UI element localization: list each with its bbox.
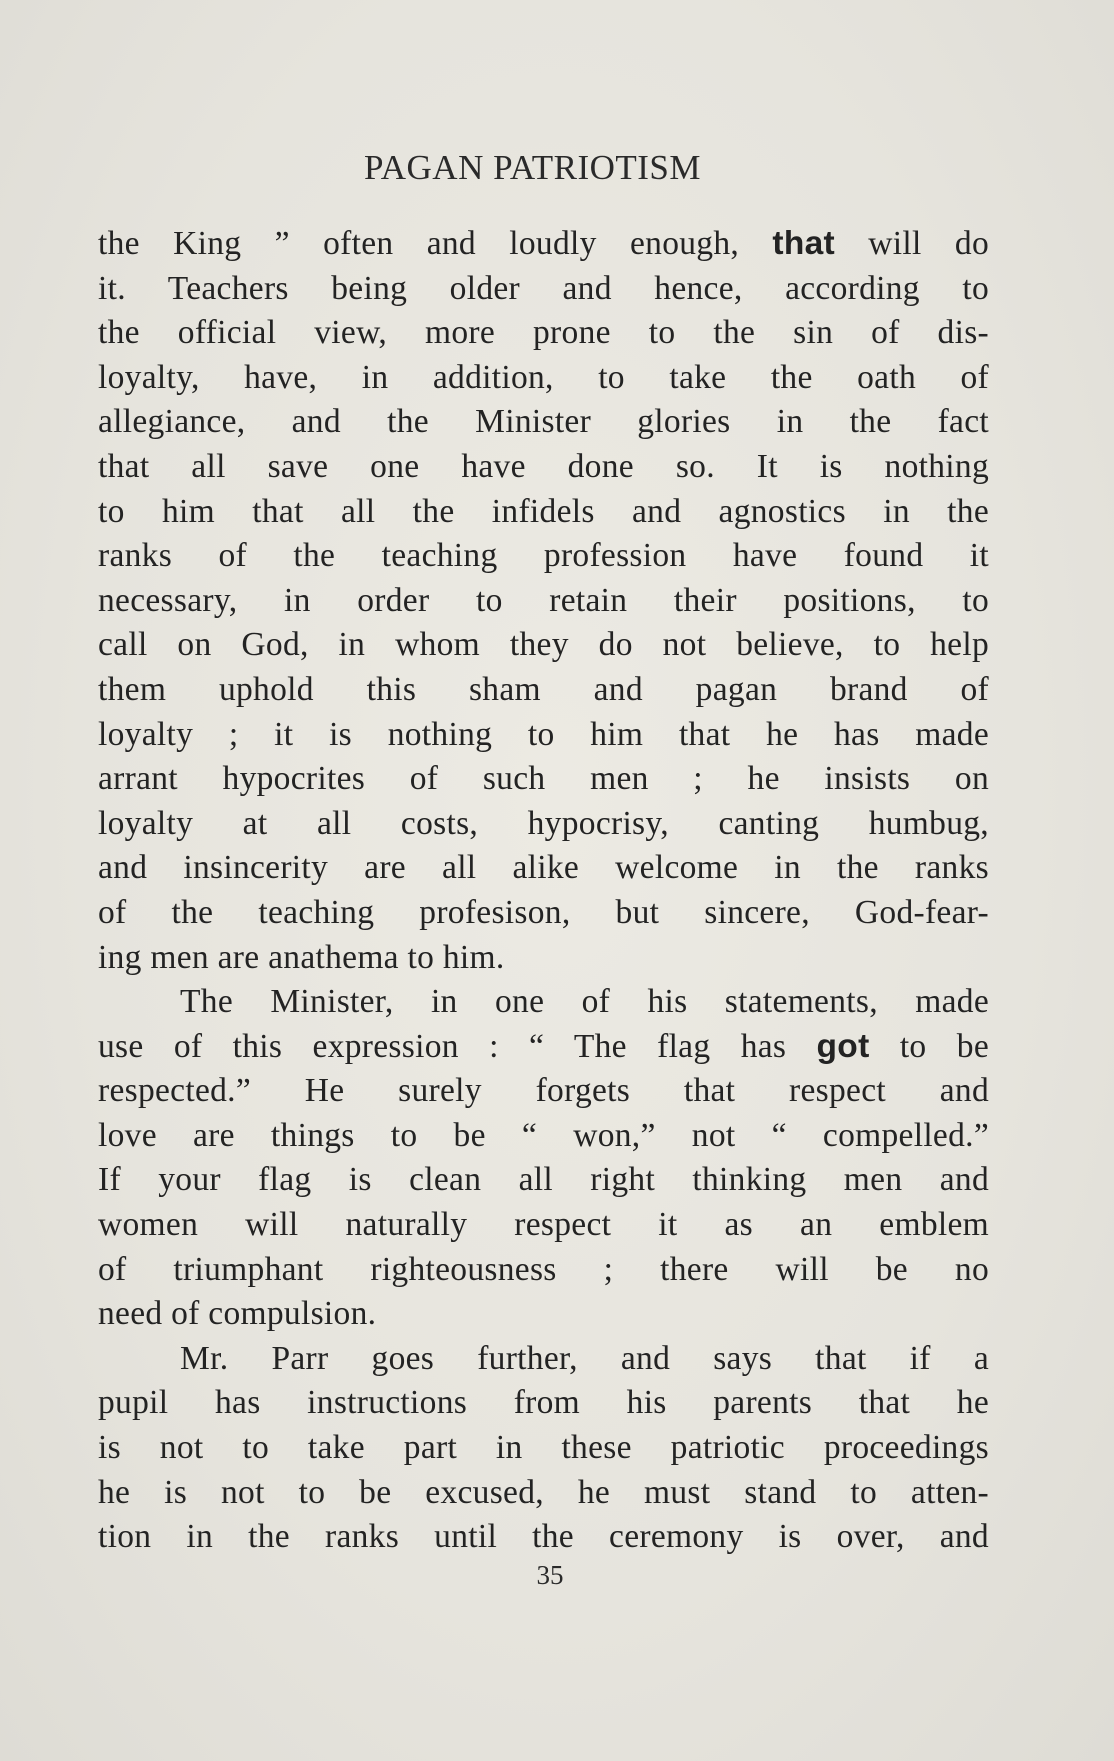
text-line: necessary, in order to retain their positions, to (98, 581, 989, 619)
text-segment: to be (869, 1027, 989, 1065)
text-line-paragraph-start: Mr. Parr goes further, and says that if a (180, 1339, 989, 1377)
text-segment: the King ” often and loudly enough, (98, 225, 773, 262)
text-line: call on God, in whom they do not believe, to help (98, 626, 989, 664)
text-line: pupil has instructions from his parents that he (98, 1384, 989, 1422)
text-line: If your flag is clean all right thinking men and (98, 1161, 989, 1199)
text-line: of the teaching profesison, but sincere, God-fear- (98, 893, 989, 931)
text-line: and insincerity are all alike welcome in the ranks (98, 849, 989, 887)
text-line: them uphold this sham and pagan brand of (98, 670, 989, 708)
running-head: PAGAN PATRIOTISM (363, 148, 702, 187)
text-line: loyalty, have, in addition, to take the oath of (98, 358, 989, 396)
text-line: loyalty ; it is nothing to him that he has made (98, 715, 989, 753)
text-line-paragraph-end: ing men are anathema to him. (98, 938, 505, 976)
text-line: respected.” He surely forgets that respect and (98, 1072, 989, 1110)
text-line: the official view, more prone to the sin of dis- (98, 314, 989, 352)
text-line: he is not to be excused, he must stand to atten- (98, 1473, 989, 1511)
text-line (98, 222, 989, 267)
text-line-paragraph-end: need of compulsion. (98, 1295, 377, 1333)
text-line: tion in the ranks until the ceremony is over, and (98, 1518, 989, 1556)
body-text (98, 222, 989, 1560)
text-line: it. Teachers being older and hence, according to (98, 269, 989, 307)
text-line-paragraph-start: The Minister, in one of his statements, made (180, 983, 989, 1021)
text-line: ranks of the teaching profession have found it (98, 537, 989, 575)
text-line: arrant hypocrites of such men ; he insists on (98, 760, 989, 798)
text-line: love are things to be “ won,” not “ compelled.” (98, 1116, 989, 1154)
text-line: of triumphant righteousness ; there will be no (98, 1250, 989, 1288)
page-number: 35 (536, 1560, 564, 1590)
bold-word: that (772, 225, 835, 262)
text-line: is not to take part in these patriotic proceedings (98, 1429, 989, 1467)
text-line: women will naturally respect it as an emblem (98, 1206, 989, 1244)
text-line: loyalty at all costs, hypocrisy, canting humbug, (98, 804, 989, 842)
text-segment: will do (835, 225, 989, 262)
text-line (98, 1025, 989, 1070)
text-line: that all save one have done so. It is nothing (98, 447, 989, 485)
text-segment: use of this expression : “ The flag has (98, 1027, 817, 1065)
text-line: allegiance, and the Minister glories in the fact (98, 403, 989, 441)
text-line: to him that all the infidels and agnostics in the (98, 492, 989, 530)
bold-word: got (816, 1027, 870, 1065)
